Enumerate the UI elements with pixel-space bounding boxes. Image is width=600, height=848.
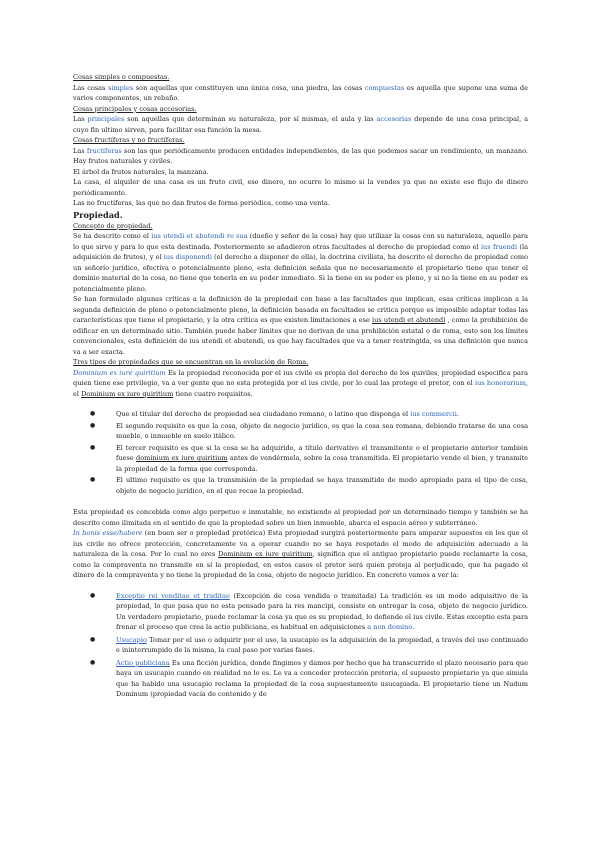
link-ius-disponendi[interactable]: ius disponendi bbox=[163, 253, 212, 261]
bullet-icon: ● bbox=[90, 658, 96, 666]
paragraph-casa: La casa, el alquiler de una casa es un fruto civil, ese dinero, no ocurre lo mismo si la vendes ya que no existe ese flujo de dinero periódicamente. bbox=[73, 178, 528, 197]
term-dominium: Dominium ex iure quiritium bbox=[218, 550, 313, 558]
paragraph-simples: Las cosas simples son aquellas que constituyen una única cosa, una piedra, las cosas compuestas es aquella que supone una suma de varios componentes, un rebaño. bbox=[73, 83, 528, 102]
bullet-icon: ● bbox=[90, 410, 96, 417]
list-item: ● Usucapio Tomar por el uso o adquirir por el uso, la usucapio es la adquisición de la propiedad, a través del uso continuado e ininterrumpido de la misma, la cual paso por varias fases. bbox=[90, 635, 528, 654]
bullet-icon: ● bbox=[90, 591, 96, 599]
figuras-list bbox=[73, 591, 528, 700]
heading-cosas-simples: Cosas simples o compuestas. bbox=[73, 73, 170, 81]
link-principales[interactable]: principales bbox=[87, 115, 125, 123]
link-ius-fruendi[interactable]: ius fruendi bbox=[480, 242, 518, 251]
link-accesorias[interactable]: accesorias bbox=[376, 115, 412, 123]
term-dominium: Dominium ex iure quiritium bbox=[81, 389, 174, 398]
term-dominium: dominium ex iure quiritium bbox=[136, 454, 228, 462]
bullet-icon: ● bbox=[90, 421, 96, 429]
heading-cosas-fructiferas: Cosas fructíferas y no fructíferas. bbox=[73, 136, 185, 144]
link-ius-honorarium[interactable]: ius honorarium bbox=[475, 379, 526, 387]
link-ius-utendi[interactable]: ius utendi et abutendi re sua bbox=[151, 232, 248, 240]
term-ius-utendi: ius utendi et abutendi bbox=[372, 316, 446, 324]
link-in-bonis[interactable]: In bonis esse/habere bbox=[73, 529, 143, 537]
link-actio-publiciana[interactable]: Actio publiciana bbox=[116, 658, 170, 667]
link-compuestas[interactable]: compuestas bbox=[364, 83, 405, 92]
link-ius-commercii[interactable]: ius commercii bbox=[410, 410, 457, 418]
heading-concepto-propiedad: Concepto de propiedad. bbox=[73, 221, 153, 230]
bullet-icon: ● bbox=[90, 476, 96, 483]
link-usucapio[interactable]: Usucapio bbox=[116, 635, 147, 644]
paragraph-dominium: Dominium ex iure quiritium Es la propiedad reconocida por el ius civile es propia del derecho de los quiviles, propiedad especifica para quien tiene ese privilegio, va a ver gente que no esta protegida por el ius civile, por lo cual las protege el pretor, con el ius honorarium, el Dominium ex iure quiritium tiene cuatro requisitos. bbox=[73, 368, 528, 398]
link-fructiferas[interactable]: fructíferas bbox=[86, 146, 122, 155]
link-dominium-ex-iure[interactable]: Dominium ex iure quiritium bbox=[73, 368, 166, 377]
list-item: ● El ultimo requisito es que la transmisión de la propiedad se haya transmitido de modo apropiado para el tipo de cosa, objeto de negocio jurídico, en el que recae la propiedad. bbox=[90, 476, 528, 495]
list-item: ● Que el titular del derecho de propiedad sea ciudadano romano, o latino que disponga el ius commercii. bbox=[90, 410, 459, 418]
paragraph-perpetuo: Esta propiedad es concebida como algo perpetuo e inmutable, no existiendo al propiedad por un determinado tiempo y también se ha descrito como ilimitada en el sentido de que la propiedad sobre un bien inmueble, abarca el espacio aéreo y subterráneo. bbox=[73, 508, 528, 527]
link-exceptio[interactable]: Exceptio rei venditae et traditae bbox=[116, 591, 230, 600]
link-a-non-domino[interactable]: a non domino bbox=[367, 623, 413, 631]
paragraph-ius-utendi: Se ha descrito como el ius utendi et abutendi re sua (dueño y señor de la cosa) hay que utilizar la cosas con su naturaleza, aquello para lo que sirve y para lo que esta destinada. Posteriormente se añadieron otras facultades al derecho de propiedad como el ius fruendi (la adquisición de frutos), y el ius disponendi (el derecho a disponer de ella), la doctrina civilista, ha descrito el derecho de propiedad como un señorío jurídico, efectiva o potencialmente pleno, esta definición señala que no necesariamente el propietario tiene que tener el dominio material de la cosa, no tiene que tenerla en su poder inmediato. Si la tiene en su poder es pleno, y si no la tiene en su poder es potencialmente pleno. bbox=[73, 232, 529, 293]
link-simples[interactable]: simples bbox=[108, 83, 134, 92]
list-item: ● El tercer requisito es que si la cosa se ha adquirido, a título derivativo el transmitente o el propietario anterior también fuese dominium ex iure quiritium antes de vendérmela, sobre la cosa transmitida. El propietario vende el bien, y transmite la propiedad de la forma que corresponda. bbox=[90, 443, 528, 473]
paragraph-in-bonis: In bonis esse/habere (en buen ser o propiedad pretórica) Esta propiedad surgirá posteriormente para amparar supuestos en los que el ius civile no ofrece protección, concretamente va a operar cuando no se haya respetado el modo de adquisición adecuado a la naturaleza de la cosa. Por lo cual no eres Dominium ex iure quiritium, significa que el antiguo propietario puede reclamarte la cosa, como la compraventa no transmite en sí la propiedad, en estos casos el pretor será quien proteja al perjudicado, que ha pagado el dinero de la compraventa y no tiene la propiedad de la cosa, objeto de negocio jurídico. En concreto vamos a ver la: bbox=[73, 529, 529, 579]
paragraph-fructiferas: Las fructíferas son las que periódicamente producen entidades independientes, de las que podemos sacar un rendimiento, un manzano. Hay frutos naturales y civiles. bbox=[73, 146, 528, 165]
paragraph-principales: Las principales son aquellas que determinan su naturaleza, por sí mismas, el aula y las accesorias depende de una cosa principal, a cuyo fin ultimo sirven, para facilitar esa función la mesa. bbox=[73, 115, 528, 134]
paragraph-no-fructiferas: Las no fructíferas, las que no dan frutos de forma periódica, como una venta. bbox=[73, 199, 330, 207]
list-item: ● Actio publiciana Es una ficción jurídica, donde fingimos y damos por hecho que ha transcurrido el plazo necesario para que haya un usucapio cuando en realidad no lo es. Le va a conceder protección pretoria, el supuesto propietario ya que simula que ha habido una usucapio reclama la propiedad de la cosa supuestamente usucapiada. El propietario tiene un Nudum Dominum (propiedad vacía de contenido y de bbox=[90, 658, 528, 698]
paragraph-arbol: El árbol da frutos naturales, la manzana. bbox=[73, 167, 209, 176]
heading-cosas-principales: Cosas principales y cosas accesorias. bbox=[73, 104, 197, 113]
bullet-icon: ● bbox=[90, 635, 96, 643]
list-item: ● Exceptio rei venditae et traditae (Excepción de cosa vendida o tramitada) La tradición es un modo adquisitivo de la propiedad, lo que pasa que no esta pensado para la res mancipi, consiste en entregar la cosa, objeto de negocio jurídico. Un verdadero propietario, puede reclamar la cosa ya que es su propiedad, lo defiende el ius civile. Estas exceptio esta para frenar el proceso que crea la actio publiciana, es habitual en adquisiciones a non domino. bbox=[90, 591, 528, 631]
list-item: ● El segundo requisito es que la cosa, objeto de negocio jurídico, es que la cosa sea romana, debiendo tratarse de una cosa mueble, o inmueble en suelo itálico. bbox=[90, 421, 528, 440]
paragraph-criticas: Se han formulado algunas críticas a la definición de la propiedad con base a las facultades que implican, esas críticas implican a la segunda definición de pleno o potencialmente pleno, la definición basada en facultades se critica porque es imposible adaptar todas las características que tiene el propietario, y la otra crítica es que existen limitaciones a ese ius utendi et abutendi , como la prohibición de edificar en un determinado sitio. También puede haber límites que no derivan de una prohibición estatal o de roma, esto son los límites convencionales, esta definición de ius utendi et abutendi, es que hay facultades que va a tener restringida, es una definición que nunca va a ser exacta. bbox=[73, 295, 528, 356]
bullet-icon: ● bbox=[90, 443, 96, 451]
requisitos-list bbox=[73, 409, 528, 496]
section-title-propiedad: Propiedad. bbox=[73, 209, 123, 220]
heading-tres-tipos: Tres tipos de propiedades que se encuentran en la evolución de Roma. bbox=[73, 358, 309, 366]
